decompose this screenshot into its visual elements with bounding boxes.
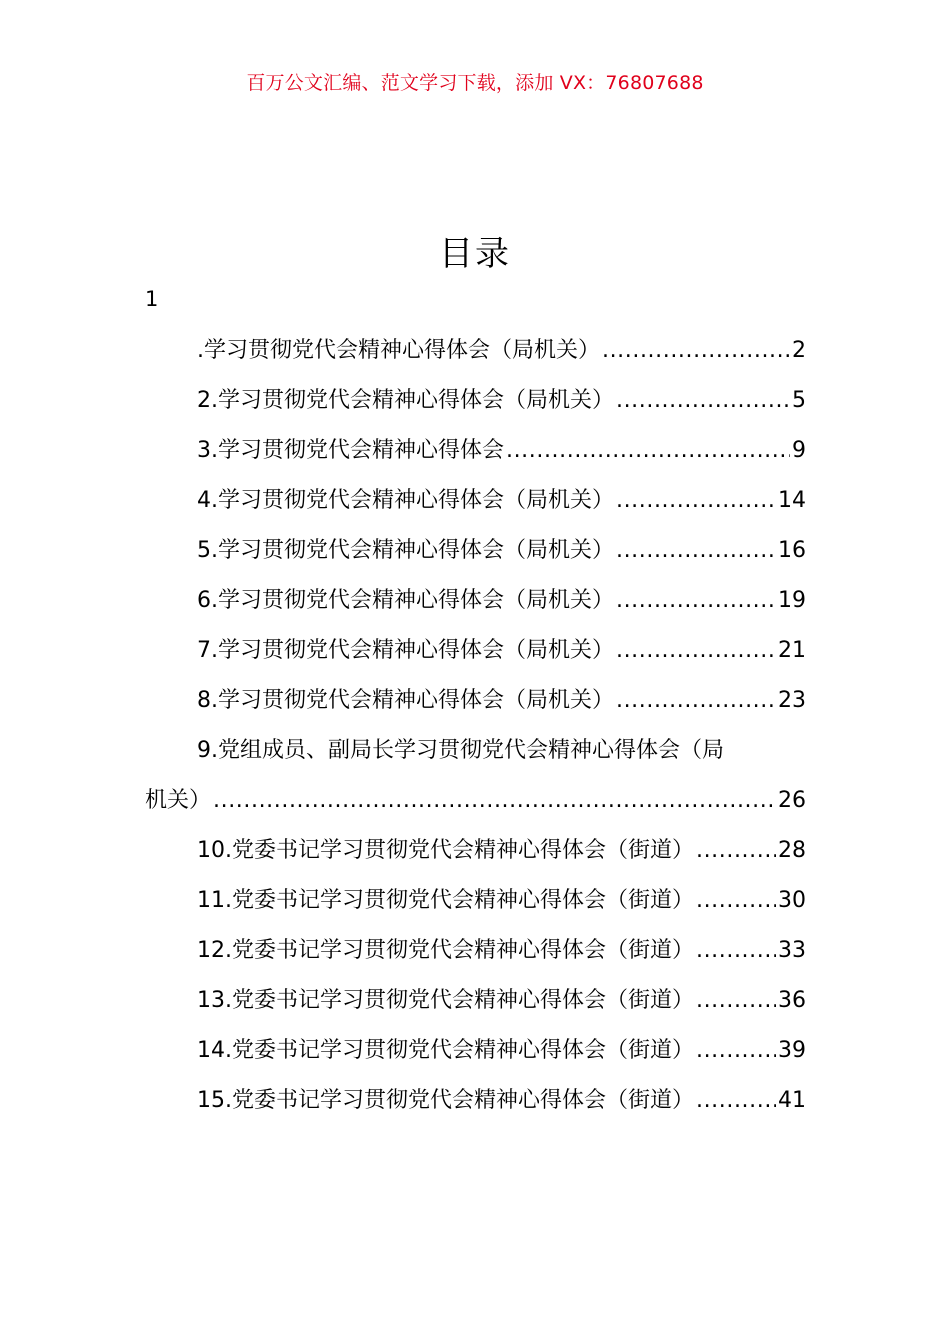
toc-entry-6[interactable] bbox=[145, 576, 806, 626]
toc-entry-text: 10.党委书记学习贯彻党代会精神心得体会（街道） bbox=[197, 838, 694, 863]
page-title: 目录 bbox=[439, 234, 511, 274]
toc-entry-text: 2.学习贯彻党代会精神心得体会（局机关） bbox=[197, 388, 614, 413]
toc-entry-7[interactable] bbox=[145, 626, 806, 676]
toc-entry-text: .学习贯彻党代会精神心得体会（局机关） bbox=[197, 338, 600, 363]
toc-entry-2[interactable] bbox=[145, 376, 806, 426]
toc-entry-text: 7.学习贯彻党代会精神心得体会（局机关） bbox=[197, 638, 614, 663]
toc-entry-page: 33 bbox=[778, 938, 806, 963]
toc-entry-page: 21 bbox=[778, 638, 806, 663]
toc-entry-page: 2 bbox=[792, 338, 806, 363]
dot-leader bbox=[213, 776, 776, 826]
toc-entry-text: 11.党委书记学习贯彻党代会精神心得体会（街道） bbox=[197, 888, 694, 913]
dot-leader bbox=[616, 626, 776, 676]
toc-entry-page: 39 bbox=[778, 1038, 806, 1063]
toc-entry-text: 9.党组成员、副局长学习贯彻党代会精神心得体会（局 bbox=[197, 738, 724, 763]
toc-entry-text: 13.党委书记学习贯彻党代会精神心得体会（街道） bbox=[197, 988, 694, 1013]
toc-entry-page: 16 bbox=[778, 538, 806, 563]
dot-leader bbox=[696, 1026, 776, 1076]
toc-entry-text: 6.学习贯彻党代会精神心得体会（局机关） bbox=[197, 588, 614, 613]
toc-label: 1 bbox=[145, 287, 159, 311]
toc-entry-page: 19 bbox=[778, 588, 806, 613]
dot-leader bbox=[616, 576, 776, 626]
table-of-contents bbox=[145, 326, 806, 1126]
toc-entry-page: 9 bbox=[792, 438, 806, 463]
toc-entry-page: 5 bbox=[792, 388, 806, 413]
toc-entry-text: 3.学习贯彻党代会精神心得体会 bbox=[197, 438, 504, 463]
toc-entry-text: 12.党委书记学习贯彻党代会精神心得体会（街道） bbox=[197, 938, 694, 963]
toc-entry-4[interactable] bbox=[145, 476, 806, 526]
toc-entry-9[interactable] bbox=[145, 726, 806, 826]
toc-entry-11[interactable] bbox=[145, 876, 806, 926]
toc-entry-12[interactable] bbox=[145, 926, 806, 976]
toc-entry-page: 14 bbox=[778, 488, 806, 513]
toc-entry-page: 41 bbox=[778, 1088, 806, 1113]
toc-entry-page: 28 bbox=[778, 838, 806, 863]
toc-entry-text: 15.党委书记学习贯彻党代会精神心得体会（街道） bbox=[197, 1088, 694, 1113]
dot-leader bbox=[616, 676, 776, 726]
dot-leader bbox=[696, 926, 776, 976]
toc-entry-page: 30 bbox=[778, 888, 806, 913]
toc-entry-5[interactable] bbox=[145, 526, 806, 576]
toc-entry-14[interactable] bbox=[145, 1026, 806, 1076]
dot-leader bbox=[696, 976, 776, 1026]
toc-entry-page: 36 bbox=[778, 988, 806, 1013]
watermark-header: 百万公文汇编、范文学习下载，添加 VX：76807688 bbox=[246, 72, 704, 94]
dot-leader bbox=[506, 426, 790, 476]
toc-entry-text: 5.学习贯彻党代会精神心得体会（局机关） bbox=[197, 538, 614, 563]
dot-leader bbox=[696, 876, 776, 926]
dot-leader bbox=[602, 326, 790, 376]
dot-leader bbox=[616, 526, 776, 576]
toc-entry-13[interactable] bbox=[145, 976, 806, 1026]
toc-entry-text: 14.党委书记学习贯彻党代会精神心得体会（街道） bbox=[197, 1038, 694, 1063]
toc-entry-text-continued: 机关） bbox=[145, 788, 212, 813]
toc-entry-15[interactable] bbox=[145, 1076, 806, 1126]
toc-entry-text: 8.学习贯彻党代会精神心得体会（局机关） bbox=[197, 688, 614, 713]
toc-entry-3[interactable] bbox=[145, 426, 806, 476]
dot-leader bbox=[696, 826, 776, 876]
toc-entry-8[interactable] bbox=[145, 676, 806, 726]
dot-leader bbox=[616, 376, 790, 426]
toc-entry-page: 26 bbox=[778, 788, 806, 813]
toc-entry-10[interactable] bbox=[145, 826, 806, 876]
toc-entry-page: 23 bbox=[778, 688, 806, 713]
toc-entry-text: 4.学习贯彻党代会精神心得体会（局机关） bbox=[197, 488, 614, 513]
toc-entry-1[interactable] bbox=[145, 326, 806, 376]
dot-leader bbox=[616, 476, 776, 526]
dot-leader bbox=[696, 1076, 776, 1126]
